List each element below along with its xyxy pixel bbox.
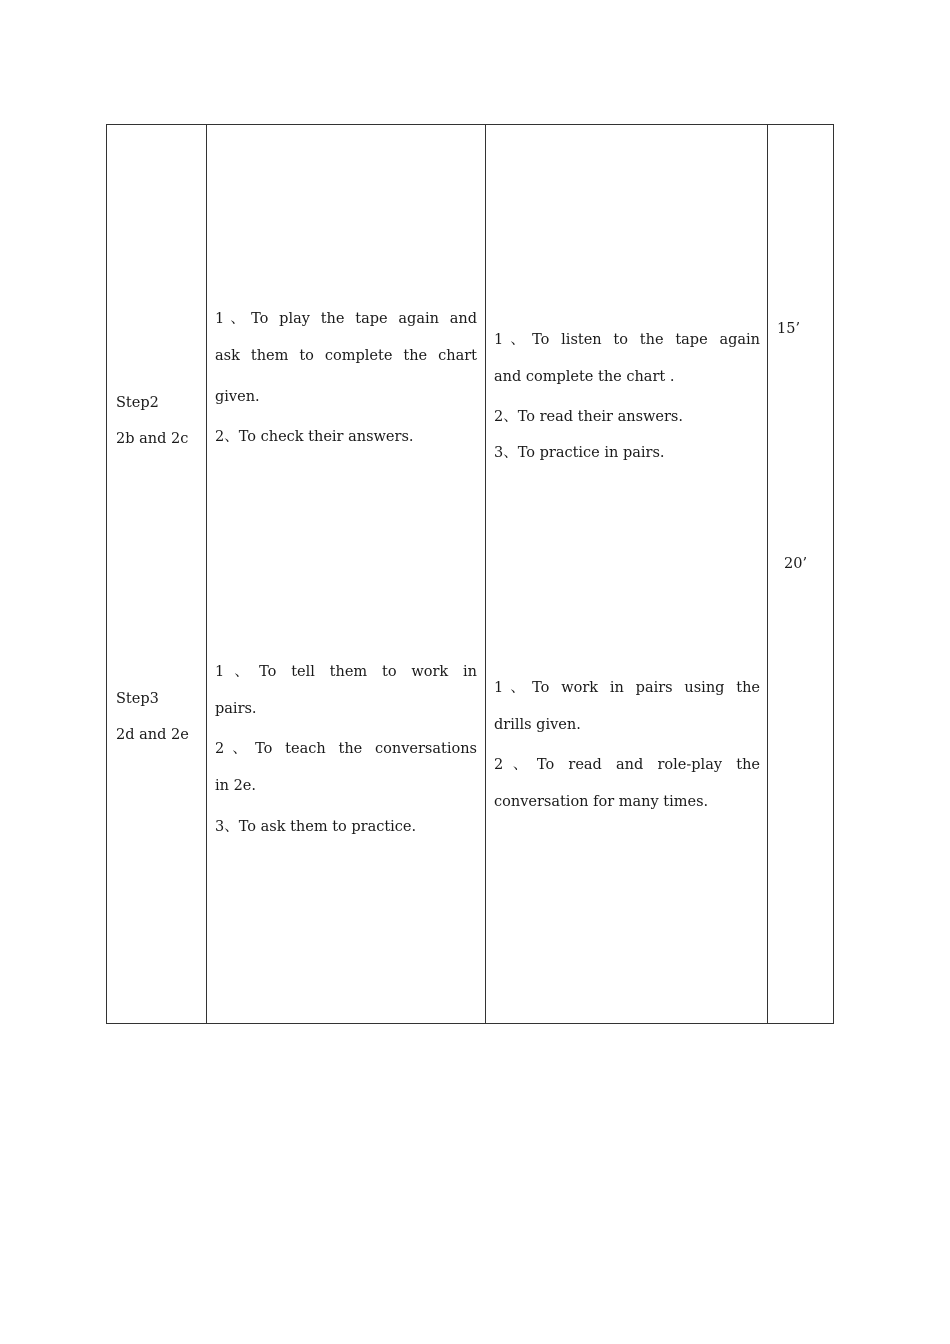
student-activity-line: 1、To work in pairs using the bbox=[494, 680, 760, 696]
student-activity-line: drills given. bbox=[494, 717, 581, 733]
student-activity-line: 2、To read and role-play the bbox=[494, 757, 760, 773]
column-divider bbox=[485, 125, 486, 1023]
section-label: 2d and 2e bbox=[116, 727, 189, 743]
column-divider bbox=[767, 125, 768, 1023]
column-divider bbox=[206, 125, 207, 1023]
step-label: Step2 bbox=[116, 395, 159, 411]
teacher-activity-line: given. bbox=[215, 389, 260, 405]
time-label: 15’ bbox=[777, 321, 801, 337]
student-activity-line: 1、To listen to the tape again bbox=[494, 332, 760, 348]
teacher-activity-line: 2、To teach the conversations bbox=[215, 741, 477, 757]
student-activity-line: conversation for many times. bbox=[494, 794, 709, 810]
section-label: 2b and 2c bbox=[116, 431, 189, 447]
teacher-activity-line: pairs. bbox=[215, 701, 257, 717]
teacher-activity-line: 1、To play the tape again and bbox=[215, 311, 477, 327]
teacher-activity-line: ask them to complete the chart bbox=[215, 348, 477, 364]
teacher-activity-line: 1、To tell them to work in bbox=[215, 664, 477, 680]
teacher-activity-line: 2、To check their answers. bbox=[215, 429, 414, 445]
student-activity-line: and complete the chart . bbox=[494, 369, 675, 385]
student-activity-line: 3、To practice in pairs. bbox=[494, 445, 665, 461]
teacher-activity-line: 3、To ask them to practice. bbox=[215, 819, 417, 835]
teacher-activity-line: in 2e. bbox=[215, 778, 257, 794]
time-label: 20’ bbox=[784, 556, 808, 572]
lesson-plan-table bbox=[106, 124, 834, 1024]
student-activity-line: 2、To read their answers. bbox=[494, 409, 683, 425]
step-label: Step3 bbox=[116, 691, 159, 707]
